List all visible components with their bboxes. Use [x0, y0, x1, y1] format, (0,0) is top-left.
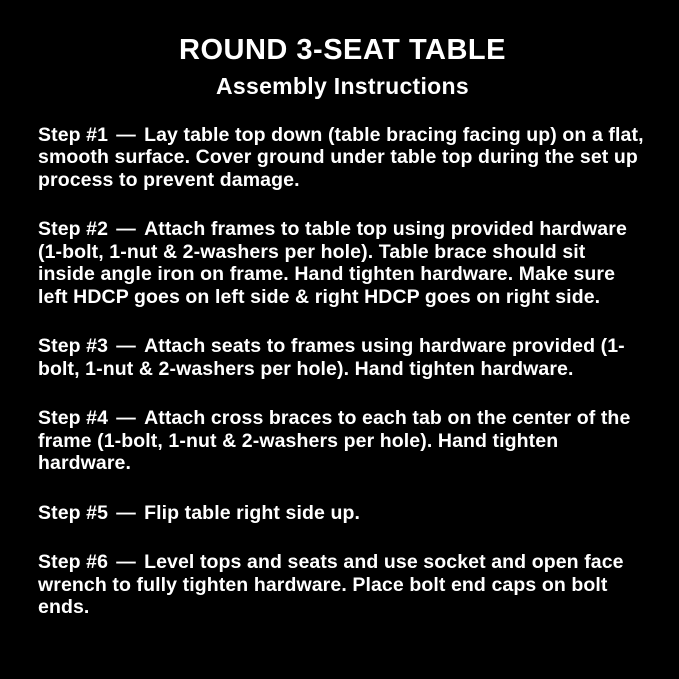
- step-label: Step #5: [38, 501, 109, 524]
- page-title: ROUND 3-SEAT TABLE: [179, 34, 506, 66]
- step-label: Step #6: [38, 551, 109, 574]
- steps-list: [38, 124, 646, 619]
- step-separator: —: [116, 218, 136, 241]
- step-item-4: [38, 407, 646, 475]
- step-item-5: [38, 502, 646, 525]
- step-text: Lay table top down (table bracing facing up) on a flat, smooth surface. Cover ground under table top during the set up process to prevent damage.: [38, 123, 644, 191]
- step-label: Step #4: [38, 407, 109, 430]
- step-separator: —: [116, 551, 136, 574]
- step-text: Flip table right side up.: [144, 501, 360, 524]
- step-text: Attach cross braces to each tab on the center of the frame (1-bolt, 1-nut & 2-washers per hole). Hand tighten hardware.: [38, 407, 631, 475]
- step-label: Step #2: [38, 218, 109, 241]
- step-separator: —: [116, 123, 136, 146]
- step-item-6: [38, 551, 646, 619]
- step-label: Step #1: [38, 123, 109, 146]
- step-separator: —: [116, 335, 136, 358]
- step-separator: —: [116, 407, 136, 430]
- step-item-1: [38, 124, 646, 192]
- page-subtitle: Assembly Instructions: [216, 73, 469, 100]
- step-separator: —: [116, 501, 136, 524]
- step-text: Level tops and seats and use socket and open face wrench to fully tighten hardware. Place bolt end caps on bolt ends.: [38, 551, 624, 619]
- step-text: Attach frames to table top using provided hardware (1-bolt, 1-nut & 2-washers per hole). Table brace should sit inside angle iron on frame. Hand tighten hardware. Make sure left HDCP goes on left side & right HDCP goes on right side.: [38, 218, 627, 308]
- step-label: Step #3: [38, 335, 109, 358]
- step-item-2: [38, 218, 646, 308]
- step-text: Attach seats to frames using hardware provided (1-bolt, 1-nut & 2-washers per hole). Hand tighten hardware.: [38, 335, 625, 380]
- step-item-3: [38, 335, 646, 380]
